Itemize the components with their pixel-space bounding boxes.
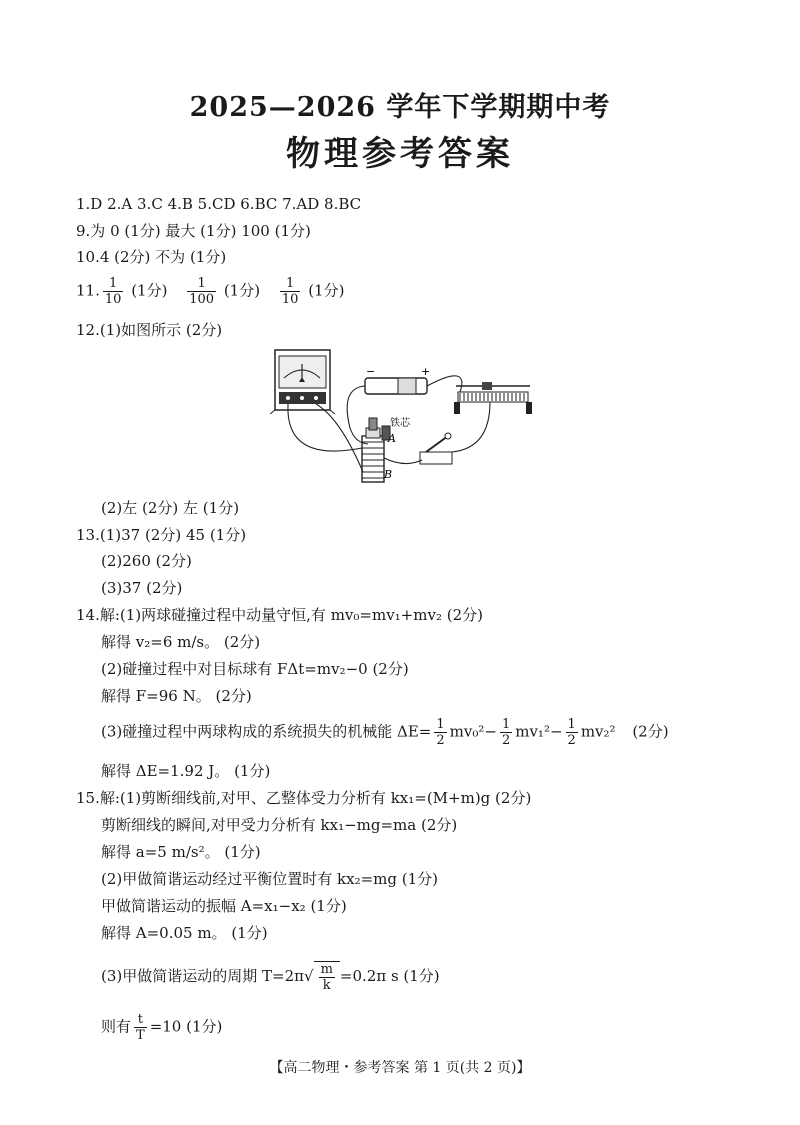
answer-15-8-text: 则有 [101, 1017, 132, 1036]
label-iron-core: 铁芯 [390, 418, 410, 429]
answer-15-8 [101, 1012, 222, 1043]
fraction-half: $\frac{1}{2}$ [567, 717, 576, 748]
term: mv₂² [580, 722, 616, 741]
answer-12-2: (2)左 (2分) 左 (1分) [101, 499, 240, 517]
battery-icon [365, 365, 430, 394]
battery-plus-label: + [421, 365, 431, 378]
answers-1-8: 1.D 2.A 3.C 4.B 5.CD 6.BC 7.AD 8.BC [76, 195, 362, 213]
score: (1分) [308, 281, 345, 300]
answer-9: 9.为 0 (1分) 最大 (1分) 100 (1分) [76, 222, 311, 240]
fraction: $\frac{1}{10}$ [281, 276, 299, 307]
answer-15-8-suffix: =10 (1分) [149, 1017, 223, 1036]
page-footer: 【高二物理・参考答案 第 1 页(共 2 页)】 [269, 1060, 531, 1076]
answer-15-1: 15.解:(1)剪断细线前,对甲、乙整体受力分析有 kx₁=(M+m)g (2分) [76, 789, 532, 807]
answer-14-3: (2)碰撞过程中对目标球有 FΔt=mv₂−0 (2分) [101, 660, 409, 678]
answer-title: 物理参考答案 [286, 134, 514, 174]
answer-11-prefix: 11. [76, 281, 100, 300]
fraction-half: $\frac{1}{2}$ [436, 717, 445, 748]
answer-14-2: 解得 v₂=6 m/s。 (2分) [101, 633, 261, 651]
answer-14-5-text: (3)碰撞过程中两球构成的系统损失的机械能 ΔE= [101, 722, 432, 741]
answer-15-6: 解得 A=0.05 m。 (1分) [101, 924, 268, 942]
answer-14-1: 14.解:(1)两球碰撞过程中动量守恒,有 mv₀=mv₁+mv₂ (2分) [76, 606, 483, 624]
answer-14-4: 解得 F=96 N。 (2分) [101, 687, 252, 705]
exam-title: 2025—2026 学年下学期期中考 [189, 92, 611, 123]
battery-minus-label: − [366, 365, 376, 378]
galvanometer-icon [270, 350, 335, 414]
circuit-diagram [270, 348, 540, 493]
answer-15-7-suffix: =0.2π s (1分) [339, 967, 440, 985]
answer-15-5: 甲做简谐运动的振幅 A=x₁−x₂ (1分) [101, 897, 347, 915]
fraction: $\frac{1}{100}$ [189, 276, 215, 307]
fraction: $\frac{t}{T}$ [136, 1012, 145, 1043]
term: mv₁²− [515, 722, 563, 741]
answer-10: 10.4 (2分) 不为 (1分) [76, 248, 227, 266]
fraction-half: $\frac{1}{2}$ [501, 717, 511, 748]
fraction: $\frac{1}{10}$ [104, 276, 122, 307]
score: (2分) [632, 722, 669, 741]
answer-13-3: (3)37 (2分) [101, 579, 183, 597]
answer-13-1: 13.(1)37 (2分) 45 (1分) [76, 526, 247, 544]
answer-13-2: (2)260 (2分) [101, 552, 192, 570]
answer-15-2: 剪断细线的瞬间,对甲受力分析有 kx₁−mg=ma (2分) [101, 816, 458, 834]
answer-12-1: 12.(1)如图所示 (2分) [76, 321, 223, 339]
square-root: √ $\frac{m}{k}$ [304, 961, 340, 993]
answer-14-5 [101, 717, 669, 748]
answer-11 [76, 276, 344, 307]
label-A: A [388, 432, 396, 445]
answer-15-7 [101, 961, 440, 993]
coil-icon [362, 416, 411, 482]
answer-15-7-text: (3)甲做简谐运动的周期 T=2π [101, 967, 304, 985]
label-B: B [384, 468, 393, 481]
score: (1分) [131, 281, 168, 300]
score: (1分) [223, 281, 261, 300]
rheostat-icon [454, 382, 532, 414]
answer-15-4: (2)甲做简谐运动经过平衡位置时有 kx₂=mg (1分) [101, 870, 438, 888]
answer-15-3: 解得 a=5 m/s²。 (1分) [101, 843, 261, 861]
switch-icon [420, 433, 452, 464]
term: mv₀²− [449, 722, 497, 741]
answer-14-6: 解得 ΔE=1.92 J。 (1分) [101, 762, 271, 780]
